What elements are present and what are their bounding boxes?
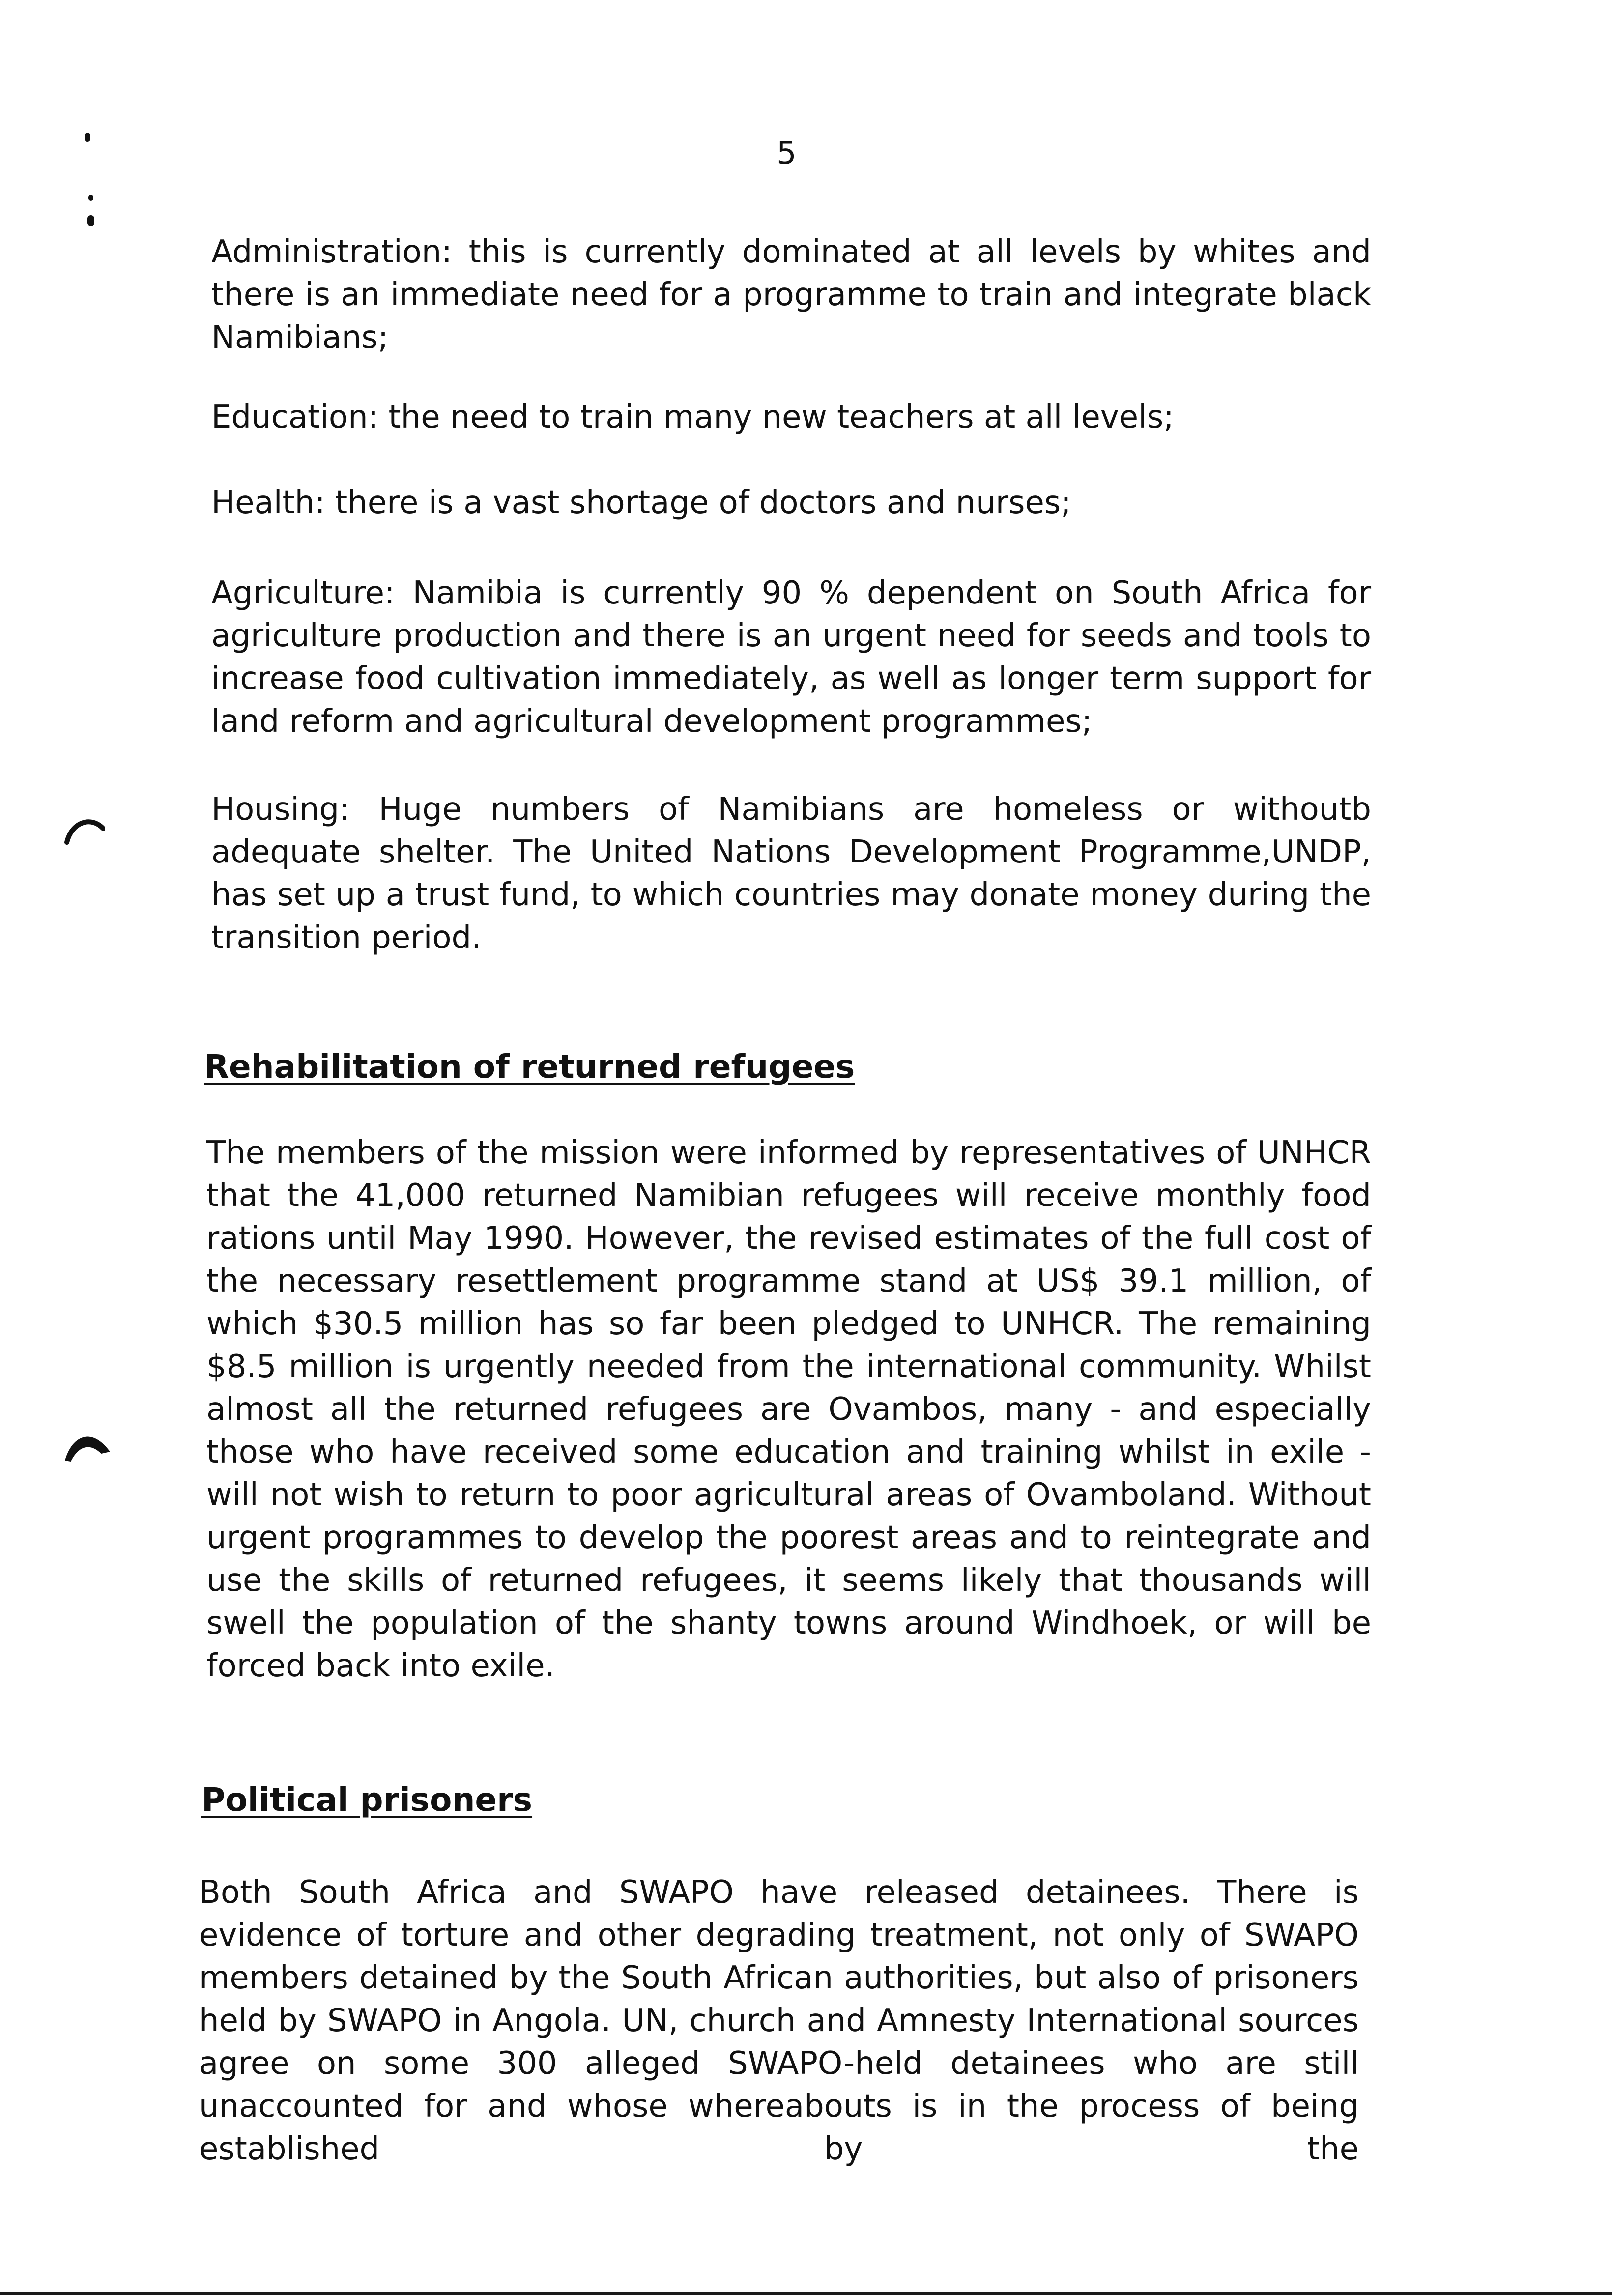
paragraph-education: Education: the need to train many new teachers at all levels; <box>211 399 1174 435</box>
margin-mark-dot <box>87 215 94 226</box>
paragraph-rehabilitation: The members of the mission were informed by representatives of UNHCR that the 41,000 returned Namibian refugees will receive monthly food rations until May 1990. However, the revised estimates of the full cost of the necessary resettlement programme stand at US$ 39.1 million, of which $30.5 million has so far been pledged to UNHCR. The remaining $8.5 million is urgently needed from the international community. Whilst almost all the returned refugees are Ovambos, many - and especially those who have received some education and training whilst in exile - will not wish to return to poor agricultural areas of Ovamboland. Without urgent programmes to develop the poorest areas and to reintegrate and use the skills of returned refugees, it seems likely that thousands will swell the population of the shanty towns around Windhoek, or will be forced back into exile. <box>206 1135 1371 1684</box>
page-number: 5 <box>777 135 797 172</box>
paragraph-administration: Administration: this is currently dominated at all levels by whites and there is an immediate need for a programme to train and integrate black Namibians; <box>211 234 1371 356</box>
paragraph-agriculture: Agriculture: Namibia is currently 90 % dependent on South Africa for agriculture production and there is an urgent need for seeds and tools to increase food cultivation immediately, as well as longer term support for land reform and agricultural development programmes; <box>211 575 1371 740</box>
margin-mark-arc <box>62 1426 113 1465</box>
paragraph-health: Health: there is a vast shortage of doctors and nurses; <box>211 485 1071 521</box>
margin-mark-dot <box>85 133 90 142</box>
section-heading-political-prisoners: Political prisoners <box>202 1781 533 1819</box>
margin-mark-dot <box>88 195 93 201</box>
margin-mark-arc <box>64 812 105 846</box>
page-bottom-edge <box>0 2292 1612 2295</box>
paragraph-political-prisoners: Both South Africa and SWAPO have released detainees. There is evidence of torture and other degrading treatment, not only of SWAPO members detained by the South African authorities, but also of prisoners held by SWAPO in Angola. UN, church and Amnesty International sources agree on some 300 alleged SWAPO-held detainees who are still unaccounted for and whose whereabouts is in the process of being established by the <box>199 1874 1359 2167</box>
section-heading-rehabilitation: Rehabilitation of returned refugees <box>204 1048 855 1086</box>
paragraph-housing: Housing: Huge numbers of Namibians are homeless or withoutb adequate shelter. The United Nations Development Programme,UNDP, has set up a trust fund, to which countries may donate money during the transition period. <box>211 791 1371 956</box>
